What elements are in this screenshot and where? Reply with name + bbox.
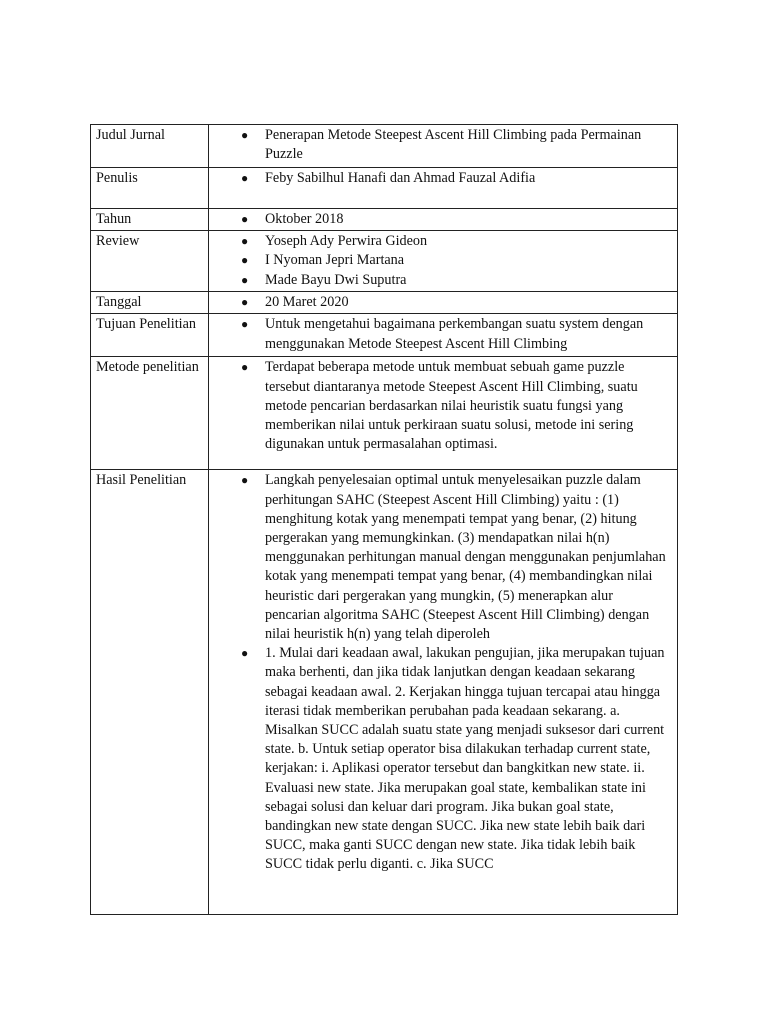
- label-tahun: Tahun: [91, 209, 209, 231]
- bullet-icon: ●: [241, 295, 249, 310]
- row-tahun: [91, 209, 678, 231]
- list-item: ● Penerapan Metode Steepest Ascent Hill Climbing pada Permainan Puzzle: [241, 127, 642, 163]
- bullet-list: [214, 169, 673, 188]
- bullet-icon: ●: [241, 234, 249, 249]
- label-penulis: Penulis: [91, 168, 209, 209]
- label-hasil-penelitian: Hasil Penelitian: [91, 470, 209, 915]
- row-tujuan-penelitian: [91, 314, 678, 357]
- list-item: ● Terdapat beberapa metode untuk membuat sebuah game puzzle tersebut diantaranya metode Steepest Ascent Hill Climbing, suatu metode pencarian berdasarkan nilai heuristik suatu fungsi yang memberikan nilai untuk perkiraan suatu solusi, metode ini sering digunakan untuk permasalahan optimasi.: [241, 359, 638, 453]
- bullet-icon: ●: [241, 646, 249, 661]
- list-item: ● Oktober 2018: [214, 210, 671, 229]
- bullet-list: [214, 471, 673, 874]
- bullet-list: [214, 358, 673, 454]
- label-tanggal: Tanggal: [91, 292, 209, 314]
- list-item: ● Untuk mengetahui bagaimana perkembangan suatu system dengan menggunakan Metode Steepest Ascent Hill Climbing: [241, 316, 644, 352]
- bullet-list: [214, 315, 673, 353]
- bullet-icon: ●: [241, 128, 249, 142]
- row-judul-jurnal: [91, 125, 678, 168]
- row-review: [91, 231, 678, 292]
- list-item: ● Yoseph Ady Perwira Gideon: [214, 232, 671, 251]
- journal-review-table: [90, 124, 678, 915]
- row-tanggal: [91, 292, 678, 314]
- bullet-icon: ●: [241, 253, 249, 268]
- bullet-icon: ●: [241, 473, 249, 488]
- hasil-content: [214, 471, 673, 874]
- list-item: ● Langkah penyelesaian optimal untuk menyelesaikan puzzle dalam perhitungan SAHC (Steepest Ascent Hill Climbing) yaitu : (1) menghitung kotak yang menempati tempat yang benar, (2) hitung pergerakan yang memungkinkan. (3) mendapatkan nilai h(n) menggunakan perhitungan manual dengan menggunakan penjumlahan kotak yang menempati tempat yang benar, (4) membandingkan nilai heuristic dari pergerakan yang mungkin, (5) menerapkan alur pencarian algoritma SAHC (Steepest Ascent Hill Climbing) dengan nilai heuristik h(n) yang telah diperoleh: [241, 472, 666, 643]
- bullet-icon: ●: [241, 171, 249, 185]
- list-item: ● Made Bayu Dwi Suputra: [214, 271, 671, 290]
- bullet-icon: ●: [241, 360, 249, 375]
- row-hasil-penelitian: [91, 470, 678, 915]
- label-tujuan-penelitian: Tujuan Penelitian: [91, 314, 209, 357]
- list-item: ● Feby Sabilhul Hanafi dan Ahmad Fauzal Adifia: [214, 169, 671, 188]
- row-penulis: [91, 168, 678, 209]
- label-metode-penelitian: Metode penelitian: [91, 357, 209, 470]
- row-metode-penelitian: [91, 357, 678, 470]
- bullet-icon: ●: [241, 317, 249, 332]
- label-review: Review: [91, 231, 209, 292]
- list-item: ● 20 Maret 2020: [214, 293, 671, 312]
- label-judul-jurnal: Judul Jurnal: [91, 125, 209, 168]
- bullet-list: [214, 126, 673, 164]
- bullet-list: [214, 210, 673, 229]
- bullet-list: [214, 232, 673, 290]
- bullet-list: [214, 293, 673, 312]
- bullet-icon: ●: [241, 272, 249, 287]
- list-item: ● 1. Mulai dari keadaan awal, lakukan pengujian, jika merupakan tujuan maka berhenti, dan jika tidak lanjutkan dengan keadaan sekarang sebagai keadaan awal. 2. Kerjakan hingga tujuan tercapai atau hingga iterasi tidak memberikan perubahan pada keadaan sekarang. a. Misalkan SUCC adalah suatu state yang menjadi suksesor dari current state. b. Untuk setiap operator bisa dilakukan terhadap current state, kerjakan: i. Aplikasi operator tersebut dan bangkitkan new state. ii. Evaluasi new state. Jika merupakan goal state, kembalikan state ini sebagai solusi dan keluar dari program. Jika bukan goal state, bandingkan new state dengan SUCC. Jika new state lebih baik dari SUCC, maka ganti SUCC dengan new state. Jika tidak lebih baik SUCC tidak perlu diganti. c. Jika SUCC: [241, 645, 665, 873]
- bullet-icon: ●: [241, 212, 249, 226]
- list-item: ● I Nyoman Jepri Martana: [214, 251, 671, 270]
